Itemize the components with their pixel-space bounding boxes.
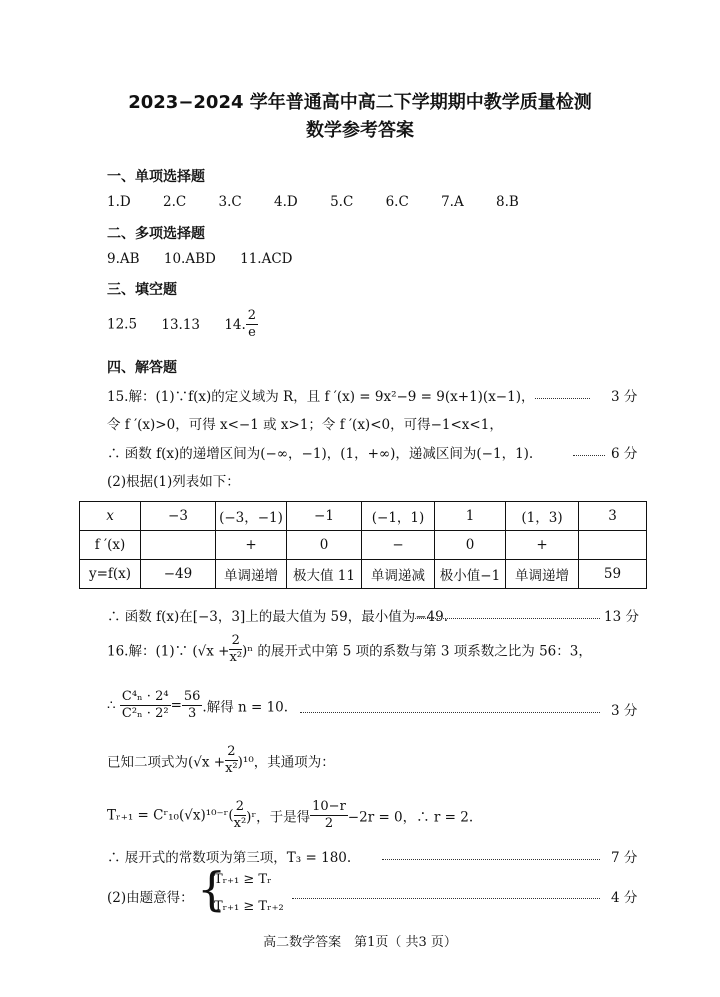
q16-line6: (2)由题意得： [107, 890, 194, 906]
dot-leader [300, 712, 600, 713]
answer: 13.13 [161, 316, 201, 333]
answer: 10.ABD [163, 251, 216, 267]
q16-line4: Tᵣ₊₁ = Cʳ₁₀(√x)¹⁰⁻ʳ( $\frac{2}{\text{x²}}$ )ʳ，于是得 $\frac{10-r}{2}$ −2r = 0，∴ r = 2. [107, 799, 474, 831]
table-row [80, 560, 647, 589]
score: 4 分 [611, 890, 638, 906]
answer: 2.C [163, 194, 187, 210]
q15-line3: ∴ 函数 f(x)的递增区间为(−∞，−1)，(1，+∞)，递减区间为(−1，1). [107, 446, 534, 462]
fraction: $\frac{2}{\text{x²}}$ [225, 744, 238, 776]
brace-icon: { [197, 862, 227, 916]
section-fill-blank: 三、填空题 [107, 282, 177, 298]
q16-line5: ∴ 展开式的常数项为第三项，T₃ = 180. [107, 850, 352, 866]
table-cell: + [506, 531, 579, 560]
fraction: $\frac{\text{C⁴ₙ · 2⁴}}{\text{C²ₙ · 2²}}$ [121, 689, 169, 721]
fraction: $\frac{2}{\text{x²}}$ [233, 799, 247, 831]
answer: 9.AB [107, 251, 140, 267]
score: 3 分 [611, 703, 638, 719]
table-cell: −49 [141, 560, 216, 589]
fill-blank-answers [107, 308, 258, 341]
answer: 7.A [441, 194, 464, 210]
page-footer: 高二数学答案 第1页（ 共3 页） [263, 935, 457, 950]
system-eq1: Tᵣ₊₁ ≥ Tᵣ [214, 872, 272, 887]
table-cell: f ′(x) [80, 531, 141, 560]
table-cell: + [216, 531, 287, 560]
table-cell: 极大值 11 [287, 560, 362, 589]
q15-line2: 令 f ′(x)>0，可得 x<−1 或 x>1；令 f ′(x)<0，可得−1<x<1， [107, 417, 503, 433]
answer: 14. [224, 316, 246, 333]
table-cell: 1 [435, 502, 506, 531]
table-cell [141, 531, 216, 560]
table-cell: (−3，−1) [216, 502, 287, 531]
score: 6 分 [611, 446, 638, 462]
table-row [80, 502, 647, 531]
answer: 4.D [274, 194, 298, 210]
table-cell: 0 [435, 531, 506, 560]
single-choice-answers [107, 194, 519, 210]
section-single-choice: 一、单项选择题 [107, 169, 205, 185]
score: 13 分 [604, 609, 639, 625]
table-cell: 单调递增 [216, 560, 287, 589]
fraction: $\frac{10-r}{2}$ [312, 799, 346, 831]
q16-line3: 已知二项式为(√x + $\frac{2}{\text{x²}}$ )¹⁰，其通项为： [107, 744, 335, 776]
multi-choice-answers [107, 251, 293, 267]
table-cell: 59 [579, 560, 647, 589]
dot-leader [415, 618, 600, 619]
q15-line4: (2)根据(1)列表如下： [107, 474, 240, 490]
fraction: $\frac{2}{\text{x²}}$ [229, 633, 243, 665]
answer: 3.C [218, 194, 242, 210]
answer: 8.B [496, 194, 519, 210]
table-cell: 0 [287, 531, 362, 560]
table-row [80, 531, 647, 560]
table-cell: x [106, 508, 114, 524]
fraction: $\frac{56}{3}$ [183, 689, 201, 721]
variation-table [79, 501, 647, 589]
answer: 6.C [385, 194, 409, 210]
table-cell: − [362, 531, 435, 560]
table-cell: 单调递减 [362, 560, 435, 589]
answer: 12.5 [107, 316, 138, 333]
system-eq2: Tᵣ₊₁ ≥ Tᵣ₊₂ [214, 899, 284, 914]
dot-leader [382, 859, 600, 860]
table-cell: −3 [141, 502, 216, 531]
table-cell: (1，3) [506, 502, 579, 531]
page-subtitle: 数学参考答案 [306, 120, 414, 141]
answer: 1.D [107, 194, 131, 210]
dot-leader [292, 898, 600, 899]
table-cell: y=f(x) [80, 560, 141, 589]
score: 3 分 [611, 389, 638, 405]
dot-leader [573, 455, 605, 456]
dot-leader [535, 398, 590, 399]
fraction: $\frac{2}{e}$ [247, 308, 257, 340]
table-cell: 单调递增 [506, 560, 579, 589]
table-cell [579, 531, 647, 560]
section-multi-choice: 二、多项选择题 [107, 226, 205, 242]
q16-line1: 16.解：(1)∵ (√x + $\frac{2}{\text{x²}}$ )ⁿ 的展开式中第 5 项的系数与第 3 项系数之比为 56：3， [107, 633, 592, 665]
table-cell: (−1，1) [362, 502, 435, 531]
table-cell: 极小值−1 [435, 560, 506, 589]
table-cell: 3 [579, 502, 647, 531]
section-solutions: 四、解答题 [107, 360, 177, 376]
answer: 5.C [330, 194, 354, 210]
q15-line5: ∴ 函数 f(x)在[−3，3]上的最大值为 59，最小值为−49. [107, 609, 448, 625]
q15-line1: 15.解：(1)∵f(x)的定义域为 R，且 f ′(x) = 9x²−9 = 9(x+1)(x−1)， [107, 389, 535, 405]
score: 7 分 [611, 850, 638, 866]
page-title: 2023−2024 学年普通高中高二下学期期中教学质量检测 [128, 92, 592, 113]
table-cell: −1 [287, 502, 362, 531]
q16-line2: ∴ $\frac{\text{C⁴ₙ · 2⁴}}{\text{C²ₙ · 2²}}$ = $\frac{56}{3}$ .解得 n = 10. [107, 689, 289, 721]
answer: 11.ACD [240, 251, 293, 267]
